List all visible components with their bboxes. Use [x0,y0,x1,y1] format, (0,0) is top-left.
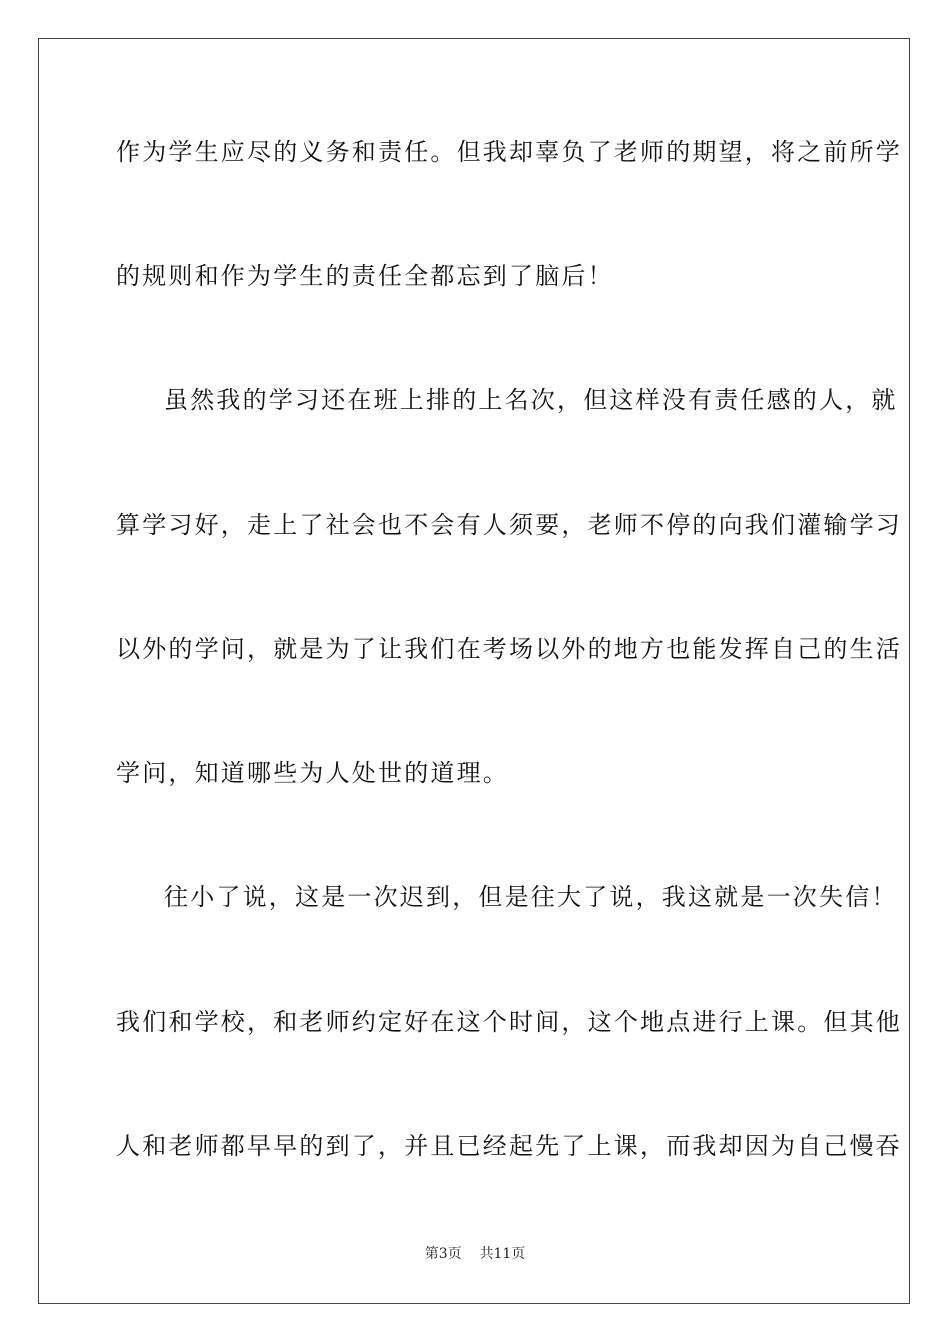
text-line: 往小了说，这是一次迟到，但是往大了说，我这就是一次失信！ [164,883,898,911]
page-number: 第3页 共11页 [424,1246,526,1262]
text-line: 以外的学问，就是为了让我们在考场以外的地方也能发挥自己的生活 [116,635,902,663]
text-line: 人和老师都早早的到了，并且已经起先了上课，而我却因为自己慢吞 [116,1132,902,1160]
text-line: 的规则和作为学生的责任全都忘到了脑后！ [116,262,614,290]
text-line: 虽然我的学习还在班上排的上名次，但这样没有责任感的人，就 [164,386,898,414]
page-frame [38,38,910,1304]
text-line: 学问，知道哪些为人处世的道理。 [116,759,509,787]
text-line: 作为学生应尽的义务和责任。但我却辜负了老师的期望，将之前所学 [116,138,902,166]
text-line: 我们和学校，和老师约定好在这个时间，这个地点进行上课。但其他 [116,1008,902,1036]
text-line: 算学习好，走上了社会也不会有人须要，老师不停的向我们灌输学习 [116,511,902,539]
